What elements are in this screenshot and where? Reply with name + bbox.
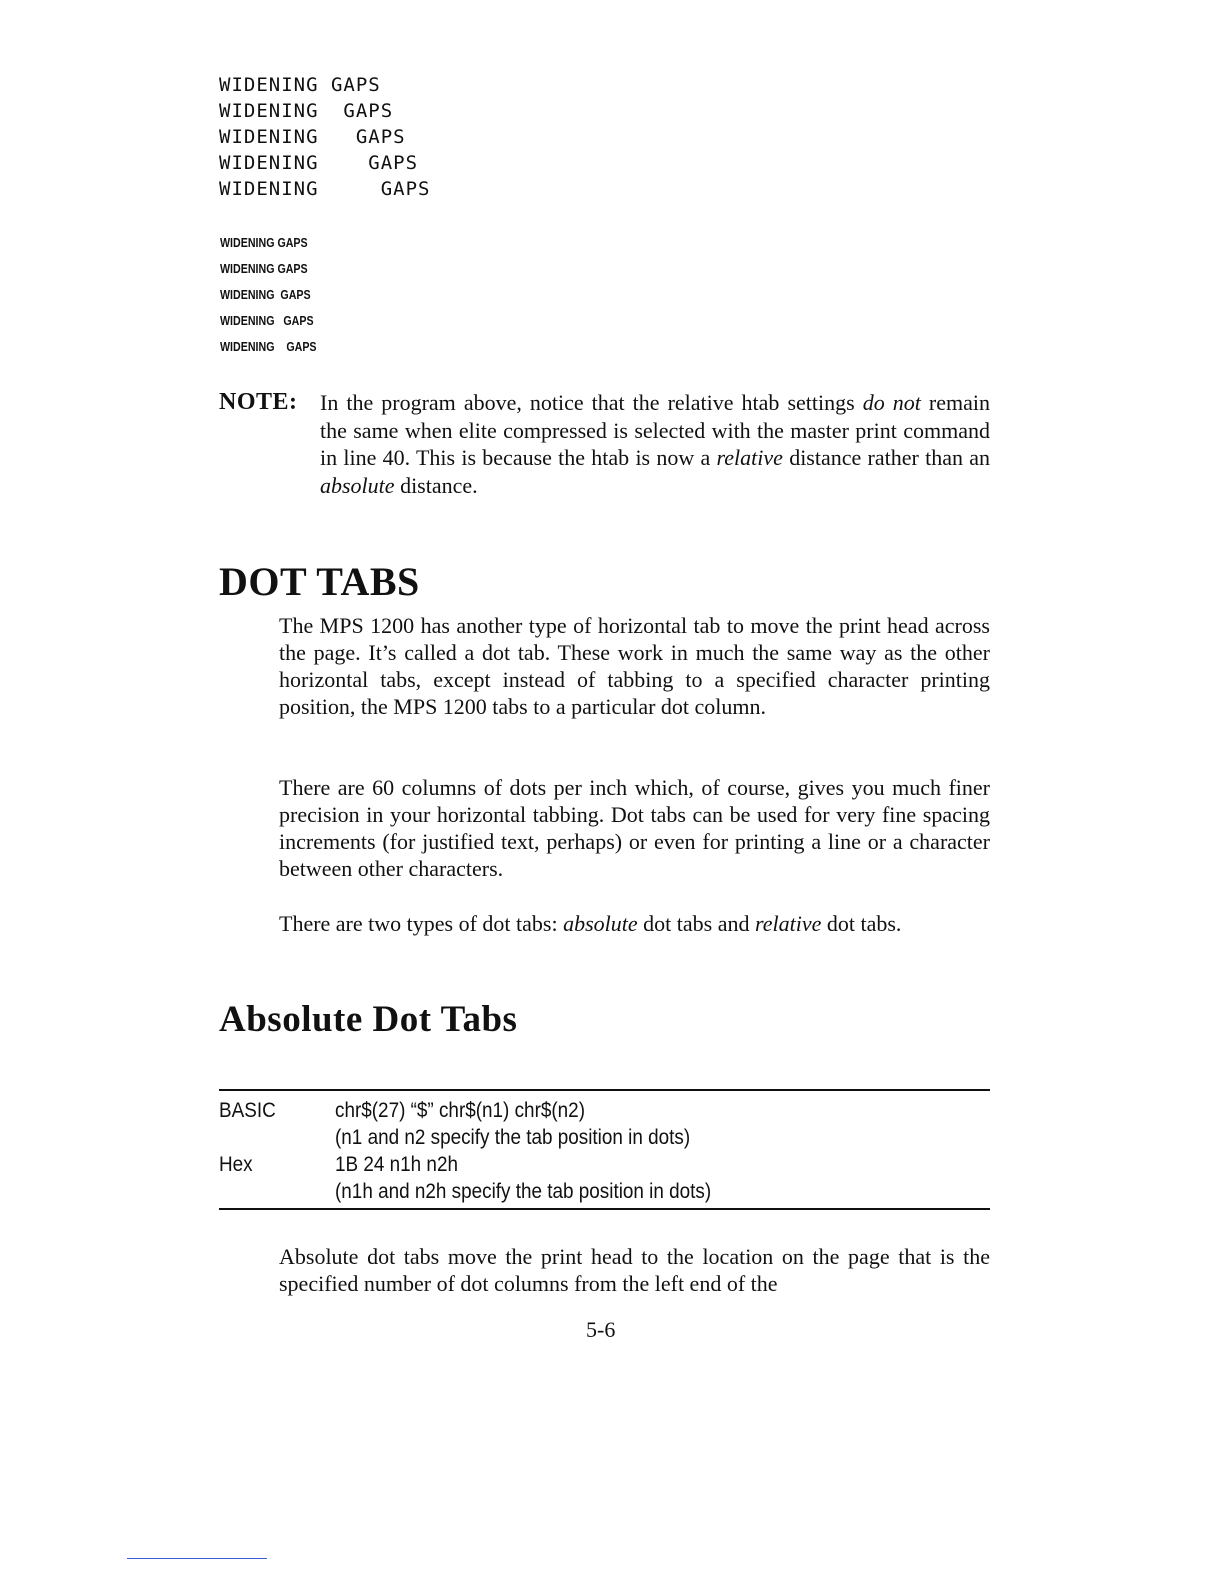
sample-line: WIDENING GAPS — [220, 235, 308, 250]
sample-line: WIDENING GAPS — [220, 287, 311, 302]
command-box-top-rule — [219, 1089, 990, 1091]
paragraph: The MPS 1200 has another type of horizontal tab to move the print head across the page. It’s called a dot tab. These work in much the same way as the other horizontal tabs, except instead of tabbing to a specified character printing position, the MPS 1200 tabs to a particular dot column. — [279, 613, 990, 719]
paragraph: There are two types of dot tabs: absolute dot tabs and relative dot tabs. — [279, 911, 902, 936]
command-box-bottom-rule — [219, 1208, 990, 1210]
page-number: 5-6 — [586, 1317, 616, 1342]
section-heading-absolute-dot-tabs: Absolute Dot Tabs — [219, 999, 518, 1040]
hex-label: Hex — [219, 1153, 253, 1176]
hex-command: 1B 24 n1h n2h — [335, 1153, 458, 1176]
note-label: NOTE: — [219, 389, 298, 415]
sample-line: WIDENING GAPS — [220, 261, 308, 276]
basic-label: BASIC — [219, 1099, 276, 1122]
basic-command-note: (n1 and n2 specify the tab position in dots) — [335, 1126, 691, 1149]
sample-line: WIDENING GAPS — [220, 313, 314, 328]
note-body: In the program above, notice that the relative htab settings do not remain the same when elite compressed is selected with the master print command in line 40. This is because the htab is now a relative distance rather than an absolute distance. — [320, 390, 990, 498]
note-emphasis: do not — [862, 390, 921, 415]
section-heading-dot-tabs: DOT TABS — [219, 559, 420, 604]
sample-line: WIDENING GAPS — [220, 339, 317, 354]
sample-line: WIDENING GAPS — [219, 100, 394, 122]
sample-line: WIDENING GAPS — [219, 126, 406, 148]
sample-line: WIDENING GAPS — [219, 152, 419, 174]
hex-command-note: (n1h and n2h specify the tab position in dots) — [335, 1180, 712, 1203]
sample-line: WIDENING GAPS — [219, 178, 431, 200]
note-emphasis: relative — [716, 445, 783, 470]
footer-rule — [127, 1558, 267, 1559]
basic-command: chr$(27) “$” chr$(n1) chr$(n2) — [335, 1099, 585, 1122]
note-emphasis: absolute — [320, 472, 395, 498]
paragraph: There are 60 columns of dots per inch which, of course, gives you much finer precision in your horizontal tabbing. Dot tabs can be used for very fine spacing increments (for justified text, perhaps) or even for printing a line or a character between other characters. — [279, 775, 990, 881]
paragraph: Absolute dot tabs move the print head to the location on the page that is the specified number of dot columns from the left end of the — [279, 1244, 990, 1296]
sample-line: WIDENING GAPS — [219, 74, 381, 96]
